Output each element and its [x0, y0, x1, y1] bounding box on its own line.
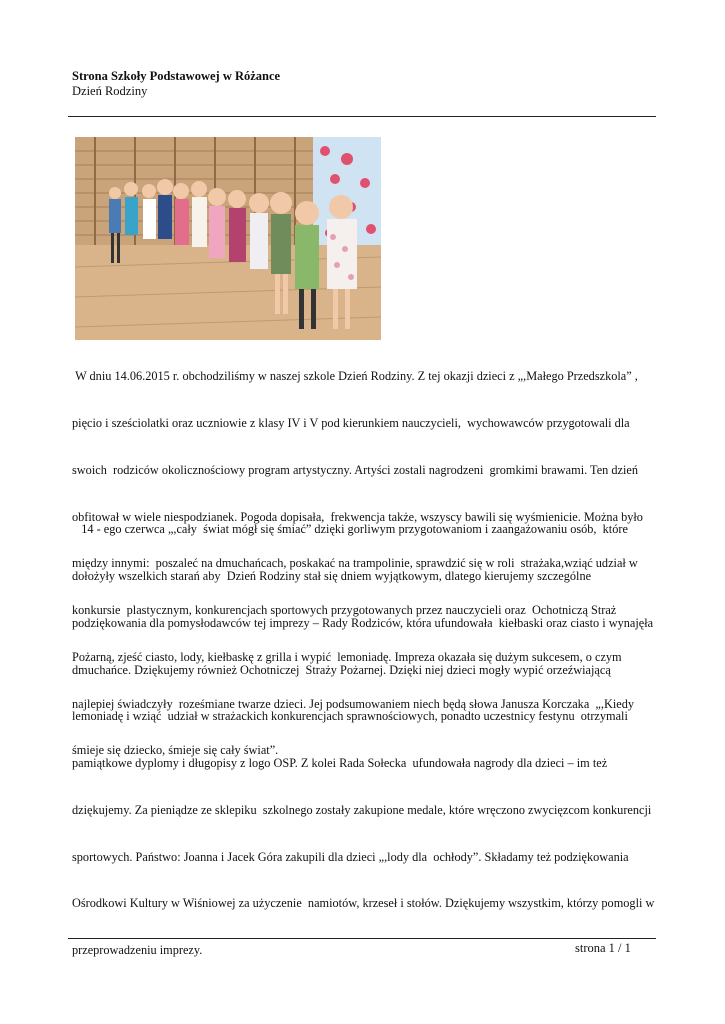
- text-line: Pożarną, zjeść ciasto, lody, kiełbaskę z grilla i wypić lemoniadę. Impreza okazała się dużym sukcesem, o czym: [72, 649, 622, 664]
- footer-divider: [68, 938, 656, 939]
- site-title: Strona Szkoły Podstawowej w Różance: [72, 69, 281, 83]
- page-subtitle: Dzień Rodziny: [72, 84, 148, 98]
- text-line: 14 - ego czerwca „,cały świat mógł się śmiać” dzięki gorliwym przygotowaniom i zaangażowaniu osób, które: [72, 522, 628, 537]
- text-line: swoich rodziców okolicznościowy program artystyczny. Artyści zostali nagrodzeni gromkimi brawami. Ten dzień: [72, 462, 639, 477]
- text-line: W dniu 14.06.2015 r. obchodziliśmy w naszej szkole Dzień Rodziny. Z tej okazji dzieci z „,Małego Przedszkola” ,: [72, 369, 638, 384]
- text-line: śmieje się dziecko, śmieje się cały świat”.: [72, 743, 279, 758]
- text-line: pamiątkowe dyplomy i długopisy z logo OSP. Z kolei Rada Sołecka ufundowała nagrody dla dzieci – im też: [72, 756, 608, 771]
- text-line: dołożyły wszelkich starań aby Dzień Rodziny stał się dniem wyjątkowym, dlatego kierujemy szczególne: [72, 568, 592, 583]
- text-line: przeprowadzeniu imprezy.: [72, 943, 203, 958]
- text-line: sportowych. Państwo: Joanna i Jacek Góra zakupili dla dzieci „,lody dla ochłody”. Składamy też podziękowania: [72, 849, 629, 864]
- text-line: podziękowania dla pomysłodawców tej imprezy – Rady Rodziców, która ufundowała kiełbaski oraz ciasto i wynajęła: [72, 615, 654, 630]
- text-line: konkursie plastycznym, konkurencjach sportowych przygotowanych przez nauczycieli oraz Ochotniczą Straż: [72, 603, 617, 618]
- text-line: między innymi: poszaleć na dmuchańcach, poskakać na trampolinie, sprawdzić się w roli strażaka,wziąć udział w: [72, 556, 638, 571]
- page-number: strona 1 / 1: [575, 941, 631, 955]
- photo-children-row-icon: [75, 137, 381, 340]
- text-line: dziękujemy. Za pieniądze ze sklepiku szkolnego zostały zakupione medale, które wręczono zwycięzcom konkurencji: [72, 802, 652, 817]
- paragraph-acknowledgements: [72, 491, 657, 990]
- text-line: lemoniadę i wziąć udział w strażackich konkurencjach sprawnościowych, ponadto uczestnicy festynu otrzymali: [72, 709, 628, 724]
- text-line: Ośrodkowi Kultury w Wiśniowej za użyczenie namiotów, krzeseł i stołów. Dziękujemy wszystkim, którzy pomogli w: [72, 896, 655, 911]
- text-line: obfitował w wiele niespodzianek. Pogoda dopisała, frekwencja także, wszyscy bawili się wyśmienicie. Można było: [72, 509, 643, 524]
- text-line: pięcio i sześciolatki oraz uczniowie z klasy IV i V pod kierunkiem nauczycieli, wychowawców przygotowali dla: [72, 415, 630, 430]
- text-line: dmuchańce. Dziękujemy również Ochotniczej Straży Pożarnej. Dzięki niej dzieci mogły wypić orzeźwiającą: [72, 662, 611, 677]
- text-line: najlepiej świadczyły roześmiane twarze dzieci. Jej podsumowaniem niech będą słowa Janusza Korczaka „,Kiedy: [72, 696, 635, 711]
- header-divider: [68, 116, 656, 117]
